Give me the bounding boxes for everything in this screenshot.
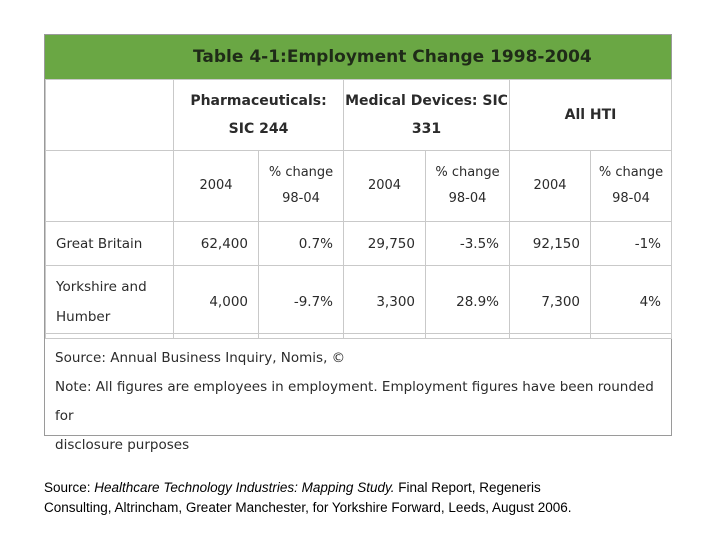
note-line: disclosure purposes: [55, 437, 190, 453]
table-cell: 4,000: [174, 266, 259, 339]
caption-line: [44, 478, 684, 498]
subheader-year: 2004: [510, 151, 591, 222]
table-cell: 28.9%: [426, 266, 510, 339]
subheader-change-line: 98-04: [612, 191, 650, 206]
group-header-line: Pharmaceuticals:: [190, 93, 327, 109]
row-label: [46, 266, 174, 339]
subheader-change-line: % change: [268, 165, 334, 180]
group-header-line: SIC 244: [228, 121, 289, 137]
table-cell: -1%: [591, 222, 672, 266]
subheader-change-line: 98-04: [282, 191, 320, 206]
group-header-row: [46, 80, 672, 151]
table-cell: 62,400: [174, 222, 259, 266]
subheader-year: 2004: [174, 151, 259, 222]
group-header-line: Medical Devices: SIC: [345, 93, 508, 109]
table-notes: [45, 333, 671, 453]
group-header-line: 331: [411, 121, 442, 137]
caption-title: Healthcare Technology Industries: Mapping Study.: [94, 480, 395, 495]
table-row: [46, 266, 672, 339]
subheader-change: [259, 151, 344, 222]
table-row: [46, 222, 672, 266]
caption-prefix: Source:: [44, 480, 95, 495]
row-label-line: Humber: [56, 309, 111, 325]
row-label: Great Britain: [46, 222, 174, 266]
table-cell: 3,300: [344, 266, 426, 339]
table-cell: 92,150: [510, 222, 591, 266]
caption-rest: Final Report, Regeneris: [394, 480, 541, 495]
table-cell: -3.5%: [426, 222, 510, 266]
subheader-change-line: % change: [435, 165, 500, 180]
table-title: Table 4-1:Employment Change 1998-2004: [45, 35, 671, 79]
empty-subheader-cell: [46, 151, 174, 222]
subheader-year: 2004: [344, 151, 426, 222]
subheader-change-line: 98-04: [448, 191, 487, 206]
table-cell: -9.7%: [259, 266, 344, 339]
empty-header-cell: [46, 80, 174, 151]
subheader-change: [591, 151, 672, 222]
figure-caption: [44, 478, 684, 518]
source-note: Source: Annual Business Inquiry, Nomis, ©: [55, 350, 346, 366]
table-cell: 7,300: [510, 266, 591, 339]
group-header-medical-devices: [344, 80, 510, 151]
group-header-line: All HTI: [564, 107, 617, 123]
sub-header-row: [46, 151, 672, 222]
group-header-pharmaceuticals: [174, 80, 344, 151]
employment-table: [45, 79, 672, 339]
table-cell: 0.7%: [259, 222, 344, 266]
table-frame: [44, 34, 672, 453]
subheader-change-line: % change: [598, 165, 664, 180]
note-line: Note: All figures are employees in employment. Employment figures have been rounded for: [55, 379, 654, 424]
subheader-change: [426, 151, 510, 222]
table-cell: 29,750: [344, 222, 426, 266]
caption-line: Consulting, Altrincham, Greater Manchester, for Yorkshire Forward, Leeds, August 2006.: [44, 500, 572, 515]
table-cell: 4%: [591, 266, 672, 339]
group-header-all-hti: [510, 80, 672, 151]
row-label-line: Yorkshire and: [56, 279, 147, 295]
